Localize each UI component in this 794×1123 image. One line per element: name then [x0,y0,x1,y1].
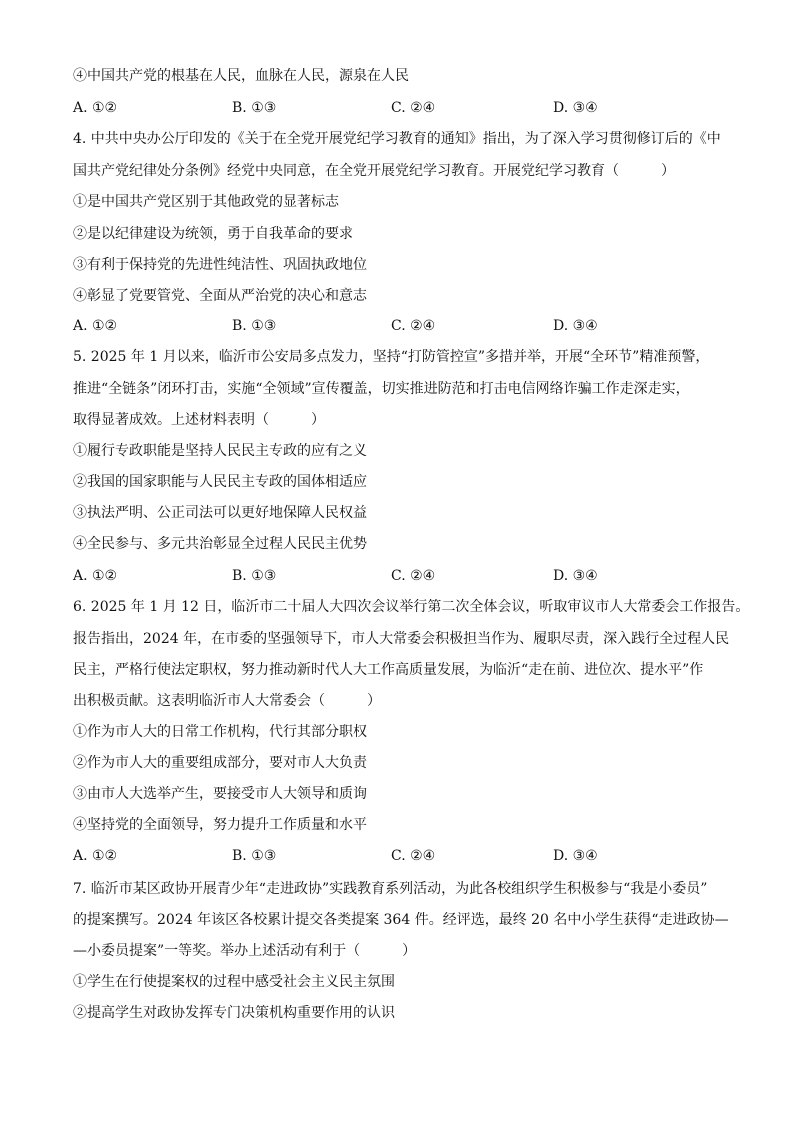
q5-stem-line-1: 5. 2025 年 1 月以来，临沂市公安局多点发力，坚持“打防管控宣”多措并举，开展“全环节”精准预警， [73,349,710,365]
q4-item-1: ①是中国共产党区别于其他政党的显著标志 [73,194,339,210]
q5-item-3: ③执法严明、公正司法可以更好地保障人民权益 [73,505,367,521]
q7-item-1: ①学生在行使提案权的过程中感受社会主义民主氛围 [73,974,395,990]
q6-stem-line-1: 6. 2025 年 1 月 12 日，临沂市二十届人大四次会议举行第二次全体会议，听取审议市人大常委会工作报告。 [73,599,750,615]
q5-stem-line-2: 推进“全链条”闭环打击，实施“全领域”宣传覆盖，切实推进防范和打击电信网络诈骗工作走深走实， [73,381,690,397]
q3-option-d: D. ③④ [553,100,598,116]
q4-stem-line-2: 国共产党纪律处分条例》经党中央同意，在全党开展党纪学习教育。开展党纪学习教育（ ） [73,163,675,179]
q5-item-4: ④全民参与、多元共治彰显全过程人民民主优势 [73,536,367,552]
q3-option-a: A. ①② [73,100,118,116]
q4-item-2: ②是以纪律建设为统领，勇于自我革命的要求 [73,226,353,242]
q5-item-2: ②我国的国家职能与人民民主专政的国体相适应 [73,474,367,490]
q3-option-b: B. ①③ [232,100,277,116]
q6-item-4: ④坚持党的全面领导，努力提升工作质量和水平 [73,817,367,833]
q4-item-4: ④彰显了党要管党、全面从严治党的决心和意志 [73,288,367,304]
q4-option-d: D. ③④ [553,318,598,334]
q6-option-a: A. ①② [73,848,118,864]
q3-item-4: ④中国共产党的根基在人民，血脉在人民，源泉在人民 [73,68,409,84]
q5-option-b: B. ①③ [232,568,277,584]
q6-stem-line-2: 报告指出，2024 年，在市委的坚强领导下，市人大常委会积极担当作为、履职尽责，深入践行全过程人民 [73,631,730,647]
q6-stem-line-4: 出积极贡献。这表明临沂市人大常委会（ ） [73,693,381,709]
q6-option-b: B. ①③ [232,848,277,864]
q6-stem-line-3: 民主，严格行使法定职权，努力推动新时代人大工作高质量发展，为临沂“走在前、进位次、提水平”作 [73,662,704,678]
q5-item-1: ①履行专政职能是坚持人民民主专政的应有之义 [73,443,367,459]
q6-item-1: ①作为市人大的日常工作机构，代行其部分职权 [73,724,367,740]
q6-option-d: D. ③④ [553,848,598,864]
q7-stem-line-2: 的提案撰写。2024 年该区各校累计提交各类提案 364 件。经评选，最终 20 名中小学生获得“走进政协— [73,912,729,928]
q4-stem-line-1: 4. 中共中央办公厅印发的《关于在全党开展党纪学习教育的通知》指出，为了深入学习贯彻修订后的《中 [73,131,721,147]
q5-option-a: A. ①② [73,568,118,584]
q6-item-2: ②作为市人大的重要组成部分，要对市人大负责 [73,755,367,771]
q7-stem-line-1: 7. 临沂市某区政协开展青少年“走进政协”实践教育系列活动，为此各校组织学生积极参与“我是小委员” [73,881,708,897]
q5-option-d: D. ③④ [553,568,598,584]
q4-option-a: A. ①② [73,318,118,334]
q4-option-c: C. ②④ [391,318,436,334]
q7-stem-line-3: —小委员提案”一等奖。举办上述活动有利于（ ） [73,943,417,959]
q4-option-b: B. ①③ [232,318,277,334]
q5-stem-line-3: 取得显著成效。上述材料表明（ ） [73,412,325,428]
q6-item-3: ③由市人大选举产生，要接受市人大领导和质询 [73,786,367,802]
q3-option-c: C. ②④ [391,100,436,116]
q5-option-c: C. ②④ [391,568,436,584]
q7-item-2: ②提高学生对政协发挥专门决策机构重要作用的认识 [73,1005,395,1021]
q6-option-c: C. ②④ [391,848,436,864]
q4-item-3: ③有利于保持党的先进性纯洁性、巩固执政地位 [73,257,367,273]
